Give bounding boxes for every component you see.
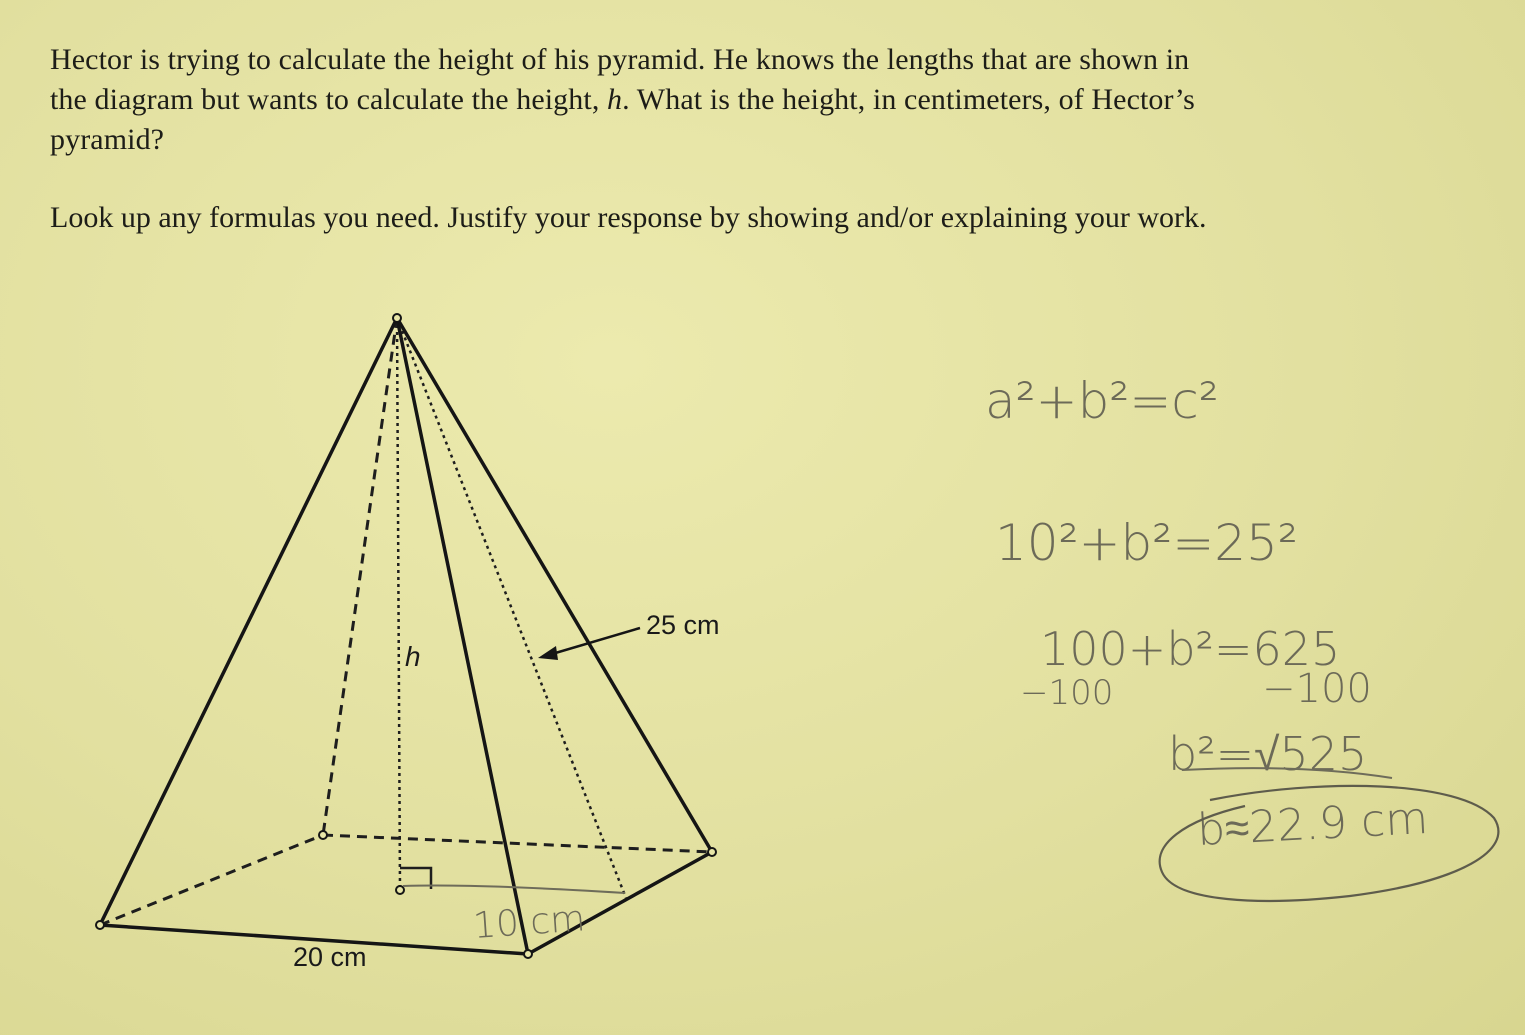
edge-back-right bbox=[397, 318, 712, 852]
question-line-3: pyramid? bbox=[50, 123, 165, 156]
half-base-handwritten-label: 10 cm bbox=[471, 898, 587, 947]
instructions-text: Look up any formulas you need. Justify your response by showing and/or explaining your work. bbox=[50, 201, 1207, 234]
handwritten-subtract-left: −100 bbox=[1020, 673, 1114, 713]
hidden-base-left bbox=[100, 835, 323, 925]
slant-length-label: 25 cm bbox=[646, 610, 720, 640]
base-center-point bbox=[396, 886, 404, 894]
vertex-back-right bbox=[708, 848, 716, 856]
height-line bbox=[397, 318, 400, 890]
vertex-front-right bbox=[524, 950, 532, 958]
vertex-back-left bbox=[319, 831, 327, 839]
handwritten-step-1: 10²+b²=25² bbox=[995, 514, 1298, 572]
handwritten-answer: b≈22.9 cm bbox=[1195, 792, 1430, 856]
height-label: h bbox=[405, 641, 421, 672]
height-variable: h bbox=[607, 83, 623, 116]
apex-vertex bbox=[393, 314, 401, 322]
handwritten-formula: a²+b²=c² bbox=[985, 372, 1219, 430]
slant-height-line bbox=[397, 318, 626, 898]
hidden-base-back bbox=[323, 835, 712, 852]
handwritten-subtract-right: −100 bbox=[1262, 666, 1372, 712]
handwritten-step-2: 100+b²=625 bbox=[1040, 622, 1341, 676]
question-line-1: Hector is trying to calculate the height of his pyramid. He knows the lengths that are shown in bbox=[50, 43, 1190, 76]
slant-arrow-head bbox=[538, 646, 558, 660]
slant-arrow-line bbox=[552, 628, 640, 654]
question-line-2-start: the diagram but wants to calculate the height, bbox=[50, 83, 608, 116]
question-line-2-end: . What is the height, in centimeters, of Hector’s bbox=[622, 83, 1195, 116]
vertex-front-left bbox=[96, 921, 104, 929]
handwritten-step-4: b²=√525 bbox=[1168, 727, 1368, 781]
edge-front-right bbox=[397, 318, 528, 954]
base-length-label: 20 cm bbox=[293, 942, 367, 972]
